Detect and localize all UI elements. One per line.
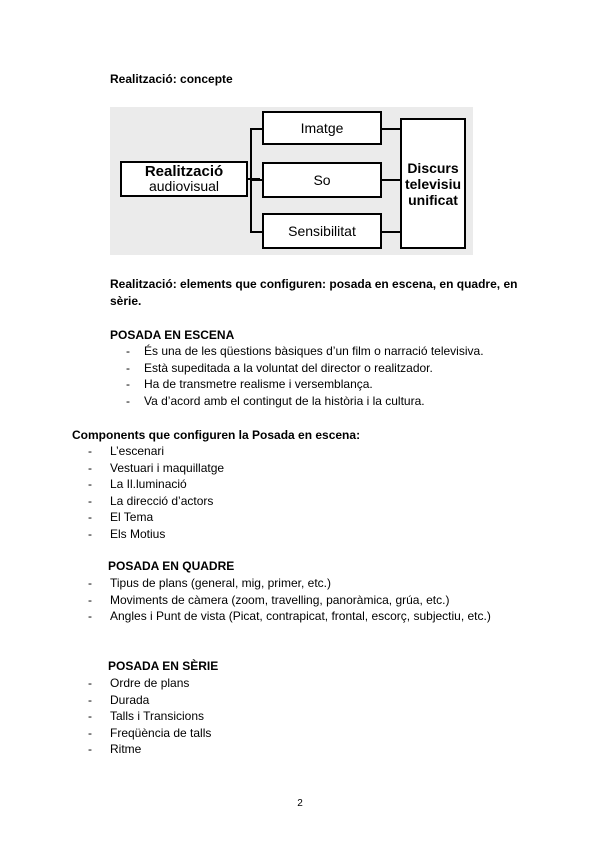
list-item: - Talls i Transicions: [88, 709, 205, 724]
diagram-box-imatge: Imatge: [262, 111, 382, 145]
page-number: 2: [297, 798, 303, 809]
list-item: - Tipus de plans (general, mig, primer, etc.): [88, 576, 331, 590]
connector-right-3: [382, 231, 400, 233]
list-item: - Freqüència de talls: [88, 725, 212, 740]
realitzacio-diagram: [110, 107, 473, 255]
connector-branch-1: [250, 128, 262, 130]
diagram-right-line-3: unificat: [408, 191, 458, 208]
list-item: - Moviments de càmera (zoom, travelling, panoràmica, grúa, etc.): [88, 592, 450, 607]
diagram-box-so: So: [262, 162, 382, 198]
list-item: - Els Motius: [88, 526, 166, 541]
diagram-left-subtitle: audiovisual: [148, 178, 220, 194]
list-item: - Vestuari i maquillatge: [88, 460, 225, 475]
quadre-list: [88, 575, 568, 625]
diagram-left-box: [120, 161, 248, 197]
list-item: - El Tema: [88, 510, 154, 525]
connector-right-1: [382, 128, 400, 130]
components-title: Components que configuren la Posada en escena:: [72, 428, 361, 442]
connector-branch-2: [250, 179, 262, 181]
concept-heading: Realització: concepte: [110, 72, 233, 86]
components-list: [88, 443, 388, 543]
list-item: - Ordre de plans: [88, 676, 190, 690]
list-item: - Ha de transmetre realisme i versemblança.: [126, 377, 373, 392]
diagram-box-sensibilitat: Sensibilitat: [262, 213, 382, 249]
list-item: - Va d’acord amb el contingut de la història i la cultura.: [126, 393, 425, 408]
serie-title: POSADA EN SÈRIE: [108, 659, 219, 673]
escena-title: POSADA EN ESCENA: [110, 328, 235, 342]
list-item: - Està supeditada a la voluntat del director o realitzador.: [126, 360, 433, 375]
diagram-right-line-1: Discurs: [407, 159, 459, 176]
connector-branch-3: [250, 231, 262, 233]
diagram-right-box: [400, 118, 466, 249]
list-item: - Ritme: [88, 742, 142, 757]
escena-list: [126, 343, 566, 409]
list-item: - És una de les qüestions bàsiques d’un film o narració televisiva.: [126, 344, 484, 358]
connector-right-2: [382, 179, 400, 181]
elements-heading: Realització: elements que configuren: posada en escena, en quadre, en sèrie.: [110, 277, 518, 308]
diagram-right-line-2: televisiu: [404, 175, 462, 192]
quadre-title: POSADA EN QUADRE: [108, 559, 235, 573]
diagram-left-title: Realització: [144, 163, 224, 180]
list-item: - Durada: [88, 692, 150, 707]
list-item: - Angles i Punt de vista (Picat, contrapicat, frontal, escorç, subjectiu, etc.): [88, 609, 491, 624]
serie-list: [88, 675, 388, 758]
list-item: - L’escenari: [88, 444, 165, 458]
list-item: - La Il.luminació: [88, 477, 187, 492]
list-item: - La direcció d’actors: [88, 493, 214, 508]
